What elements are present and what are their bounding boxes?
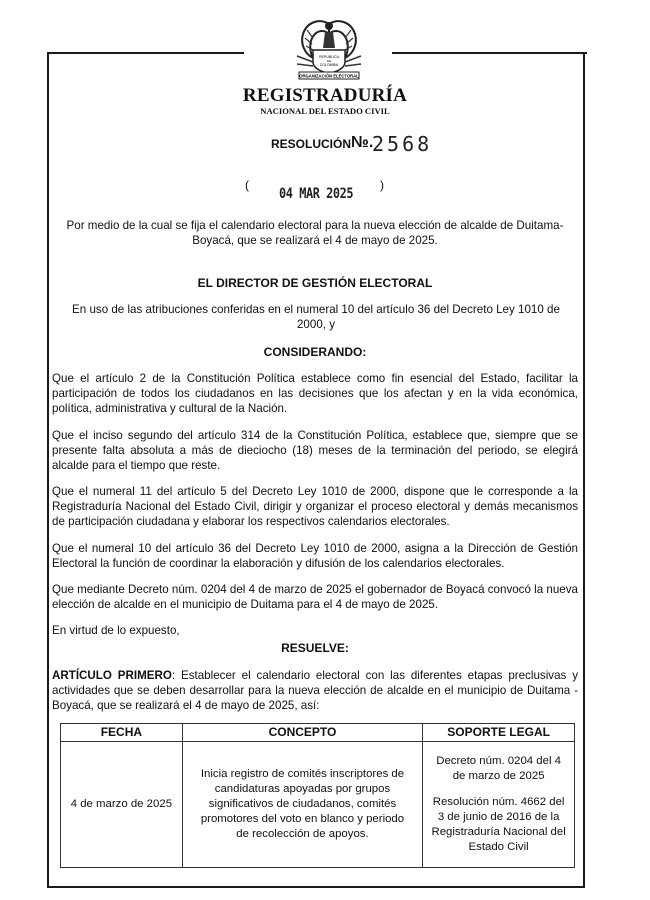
soporte-item: Resolución núm. 4662 del 3 de junio de 2016 de la Registraduría Nacional del Estado Civil: [431, 796, 566, 853]
considerando-paragraph: Que el numeral 11 del artículo 5 del Decreto Ley 1010 de 2000, dispone que le corresponde a la Registraduría Nacional del Estado Civil, dirigir y organizar el proceso electoral y demás mecanismos de participación ciudadana y elaborar los respectivos calendarios electorales.: [52, 485, 578, 528]
table-header-row: [61, 724, 575, 742]
article-primero: [52, 668, 578, 713]
considerando-paragraph: Que el inciso segundo del artículo 314 de la Constitución Política, establece que, siempre que se presente falta absoluta a más de dieciocho (18) meses de la terminación del periodo, se elegirá alcalde para el tiempo que reste.: [52, 429, 578, 472]
svg-text:DE: DE: [326, 59, 332, 63]
authority-statement: En uso de las atribuciones conferidas en el numeral 10 del artículo 36 del Decreto Ley 1010 de 2000, y: [72, 303, 560, 331]
date-paren-open: (: [245, 178, 249, 192]
resolution-label: RESOLUCIÓN: [271, 137, 352, 151]
date-stamp: 04 MAR 2025: [279, 186, 354, 202]
brand-title: REGISTRADURÍA: [242, 85, 408, 106]
svg-text:REPUBLICA: REPUBLICA: [319, 55, 339, 59]
resuelve-heading: RESUELVE:: [281, 641, 349, 655]
column-header-concepto: CONCEPTO: [182, 724, 423, 742]
brand-subtitle: NACIONAL DEL ESTADO CIVIL: [260, 106, 390, 116]
considerando-paragraph: Que el artículo 2 de la Constitución Política establece como fin esencial del Estado, facilitar la participación de todos los ciudadanos en las decisiones que los afectan y en la vida económica, política, administrativa y cultural de la Nación.: [52, 372, 578, 415]
frame-top-line-left: [47, 52, 244, 54]
svg-text:COLOMBIA: COLOMBIA: [319, 63, 339, 67]
date-paren-close: ): [380, 178, 384, 192]
column-header-soporte-legal: SOPORTE LEGAL: [423, 724, 575, 742]
considerando-heading: CONSIDERANDO:: [263, 345, 367, 359]
electoral-calendar-table: [60, 723, 575, 868]
colombia-coat-of-arms-icon: [283, 16, 375, 82]
frame-top-line-right: [392, 52, 587, 54]
resolution-summary: Por medio de la cual se fija el calendario electoral para la nueva elección de alcalde de Duitama-Boyacá, que se realizará el 4 de mayo de 2025.: [66, 219, 564, 247]
article-label: ARTÍCULO PRIMERO: [52, 669, 172, 682]
issuer-heading: EL DIRECTOR DE GESTIÓN ELECTORAL: [197, 276, 433, 290]
resolution-number-symbol: №.: [351, 134, 374, 151]
soporte-item: Decreto núm. 0204 del 4 de marzo de 2025: [436, 755, 561, 782]
column-header-fecha: FECHA: [61, 724, 183, 742]
considerando-paragraph: Que el numeral 10 del artículo 36 del Decreto Ley 1010 de 2000, asigna a la Dirección de Gestión Electoral la función de coordinar la elaboración y difusión de los calendarios electorales.: [52, 542, 578, 570]
svg-text:ORGANIZACIÓN ELECTORAL: ORGANIZACIÓN ELECTORAL: [299, 73, 359, 79]
cell-fecha: 4 de marzo de 2025: [61, 742, 183, 868]
cell-concepto: Inicia registro de comités inscriptores de candidaturas apoyadas por grupos significativos de ciudadanos, comités promotores del voto en blanco y periodo de recolección de apoyos.: [182, 742, 423, 868]
considerando-closing: En virtud de lo expuesto,: [52, 624, 180, 637]
resolution-number: 2568: [372, 132, 433, 156]
table-row: [61, 742, 575, 868]
article-text: : Establecer el calendario electoral con las diferentes etapas preclusivas y actividades que se deben desarrollar para la nueva elección de alcalde en el municipio de Duitama - Boyacá, que se realizará el 4 de mayo de 2025, así:: [52, 669, 579, 712]
considerando-paragraph: Que mediante Decreto núm. 0204 del 4 de marzo de 2025 el gobernador de Boyacá convocó la nueva elección de alcalde en el municipio de Duitama para el 4 de mayo de 2025.: [52, 583, 578, 611]
cell-soporte-legal: [423, 742, 575, 868]
